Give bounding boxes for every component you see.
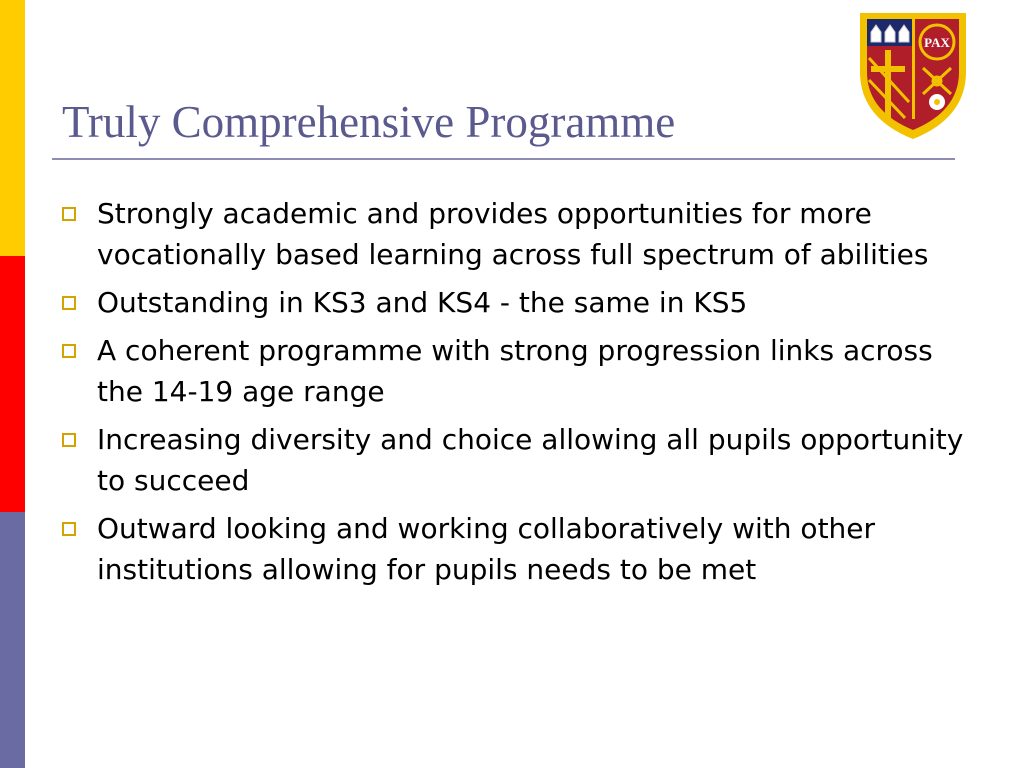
bullet-text: Strongly academic and provides opportunities for more vocationally based learning across full spectrum of abilities: [97, 197, 929, 271]
bullet-item: [60, 193, 965, 275]
school-crest-icon: [857, 10, 969, 142]
sidebar-band-red: [0, 256, 25, 512]
slide-title: Truly Comprehensive Programme: [62, 97, 676, 147]
bullet-text: Outward looking and working collaboratively with other institutions allowing for pupils needs to be met: [97, 512, 876, 586]
bullet-item: [60, 508, 965, 590]
hollow-square-bullet-icon: [62, 296, 76, 310]
crest-divider: [912, 19, 915, 119]
bullet-list: [60, 193, 965, 597]
title-underline: [52, 158, 955, 160]
bullet-item: [60, 419, 965, 501]
bullet-item: [60, 330, 965, 412]
hollow-square-bullet-icon: [62, 433, 76, 447]
bullet-text: A coherent programme with strong progression links across the 14-19 age range: [97, 334, 933, 408]
hollow-square-bullet-icon: [62, 207, 76, 221]
crest-motto: PAX: [924, 35, 950, 50]
sidebar-band-yellow: [0, 0, 25, 256]
hollow-square-bullet-icon: [62, 344, 76, 358]
bullet-text: Increasing diversity and choice allowing all pupils opportunity to succeed: [97, 423, 964, 497]
crest-mitres: [871, 25, 909, 42]
sidebar-color-bands: [0, 0, 25, 768]
sidebar-band-blue: [0, 512, 25, 768]
bullet-text: Outstanding in KS3 and KS4 - the same in KS5: [97, 286, 748, 319]
bullet-item: [60, 282, 965, 323]
hollow-square-bullet-icon: [62, 522, 76, 536]
